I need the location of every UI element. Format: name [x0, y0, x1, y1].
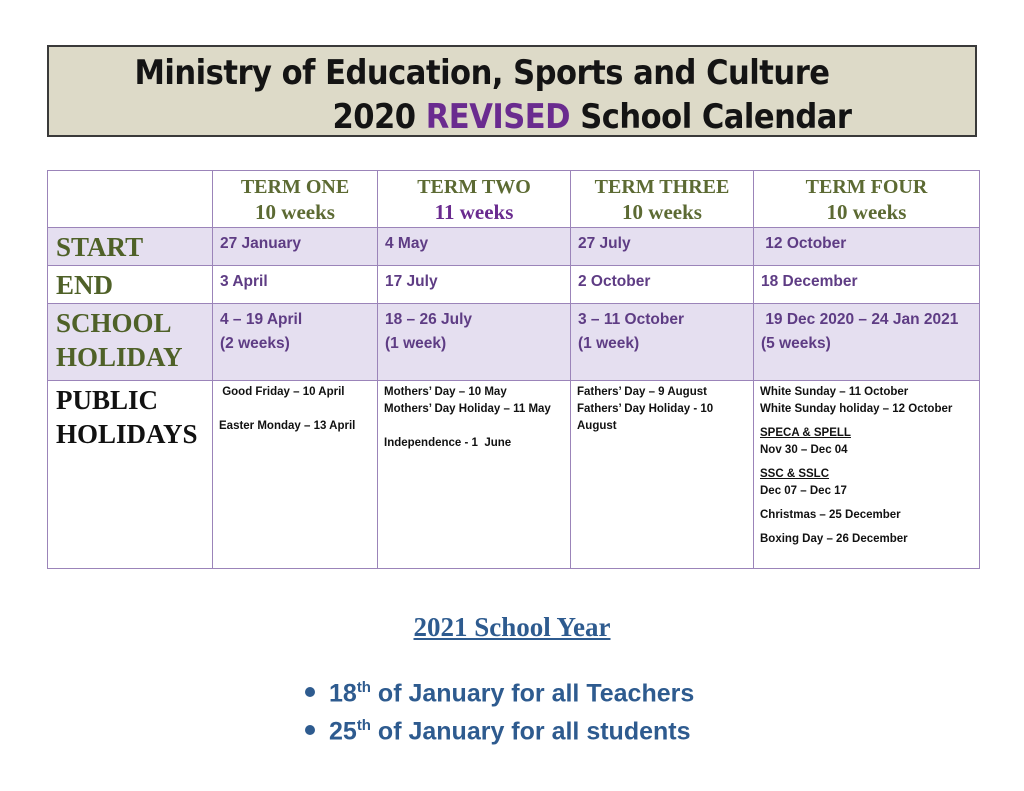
ministry-title: Ministry of Education, Sports and Culture — [134, 53, 830, 93]
holiday-term-three — [571, 304, 754, 381]
public-holidays-term-one — [213, 381, 378, 569]
title-box — [47, 45, 977, 137]
bullet-icon — [305, 687, 315, 697]
end-label: END — [48, 266, 213, 304]
term-name: TERM ONE — [240, 176, 350, 198]
item-number: 25 — [329, 717, 357, 746]
school-holiday-label-line1: SCHOOL — [56, 308, 172, 338]
holiday-duration: (1 week) — [385, 335, 447, 352]
item-text: of January for all students — [370, 717, 691, 746]
holiday-duration: (2 weeks) — [220, 335, 290, 352]
holiday-dates: 19 Dec 2020 – 24 Jan 2021 — [761, 311, 959, 328]
holiday-item: White Sunday holiday – 12 October — [760, 403, 953, 415]
list-item — [305, 708, 694, 746]
calendar-title-prefix: 2020 — [332, 97, 426, 137]
bullet-icon — [305, 725, 315, 735]
holiday-item: Boxing Day – 26 December — [760, 533, 908, 545]
start-label: START — [48, 228, 213, 266]
end-term-two: 17 July — [378, 266, 571, 304]
holiday-duration: (1 week) — [578, 335, 640, 352]
end-term-one: 3 April — [213, 266, 378, 304]
term-name: TERM TWO — [417, 176, 531, 198]
public-holidays-row — [48, 381, 980, 569]
holiday-item: Christmas – 25 December — [760, 509, 901, 521]
term-weeks: 11 weeks — [434, 200, 514, 224]
item-suffix: th — [356, 717, 371, 734]
term-weeks: 10 weeks — [622, 200, 702, 224]
holiday-item: Fathers’ Day Holiday - 10 August — [577, 403, 714, 432]
holiday-dates: 18 – 26 July — [385, 311, 473, 328]
end-term-four: 18 December — [754, 266, 980, 304]
term-name: TERM THREE — [594, 176, 730, 198]
holiday-dates: 3 – 11 October — [578, 311, 684, 328]
public-holidays-label-line2: HOLIDAYS — [56, 419, 198, 449]
holiday-item: Good Friday – 10 April — [219, 386, 345, 398]
holiday-term-two — [378, 304, 571, 381]
start-term-four: 12 October — [754, 228, 980, 266]
holiday-dates: 4 – 19 April — [220, 311, 303, 328]
list-item — [305, 670, 694, 708]
school-year-list — [305, 670, 694, 746]
item-suffix: th — [356, 679, 371, 696]
holiday-term-one — [213, 304, 378, 381]
exam-heading: SSC & SSLC — [760, 468, 830, 480]
term-weeks: 10 weeks — [255, 200, 335, 224]
term-four-header — [754, 171, 980, 228]
holiday-item: Fathers’ Day – 9 August — [577, 386, 707, 398]
revised-word: REVISED — [425, 97, 571, 137]
holiday-item: Easter Monday – 13 April — [219, 420, 356, 432]
start-term-two: 4 May — [378, 228, 571, 266]
school-holiday-label — [48, 304, 213, 381]
term-three-header — [571, 171, 754, 228]
header-row — [48, 171, 980, 228]
holiday-item: Independence - 1 June — [384, 437, 512, 449]
end-term-three: 2 October — [571, 266, 754, 304]
start-term-one: 27 January — [213, 228, 378, 266]
exam-dates: Nov 30 – Dec 04 — [760, 444, 848, 456]
public-holidays-label — [48, 381, 213, 569]
exam-heading: SPECA & SPELL — [760, 427, 851, 439]
start-row — [48, 228, 980, 266]
corner-cell — [48, 171, 213, 228]
public-holidays-label-line1: PUBLIC — [56, 385, 159, 415]
end-row — [48, 266, 980, 304]
public-holidays-term-two — [378, 381, 571, 569]
item-number: 18 — [329, 679, 357, 708]
holiday-item: White Sunday – 11 October — [760, 386, 909, 398]
start-term-three: 27 July — [571, 228, 754, 266]
holiday-term-four — [754, 304, 980, 381]
school-holiday-row — [48, 304, 980, 381]
term-name: TERM FOUR — [805, 176, 928, 198]
term-weeks: 10 weeks — [826, 200, 907, 224]
calendar-title-suffix: School Calendar — [570, 97, 852, 137]
school-calendar-table — [47, 170, 980, 569]
public-holidays-term-four — [754, 381, 980, 569]
calendar-title — [209, 97, 975, 137]
school-holiday-label-line2: HOLIDAY — [56, 342, 183, 372]
item-text: of January for all Teachers — [370, 679, 695, 708]
holiday-duration: (5 weeks) — [761, 335, 831, 352]
term-two-header — [378, 171, 571, 228]
term-one-header — [213, 171, 378, 228]
school-year-title: 2021 School Year — [413, 612, 611, 642]
holiday-item: Mothers’ Day – 10 May — [384, 386, 507, 398]
holiday-item: Mothers’ Day Holiday – 11 May — [384, 403, 551, 415]
public-holidays-term-three — [571, 381, 754, 569]
exam-dates: Dec 07 – Dec 17 — [760, 485, 847, 497]
